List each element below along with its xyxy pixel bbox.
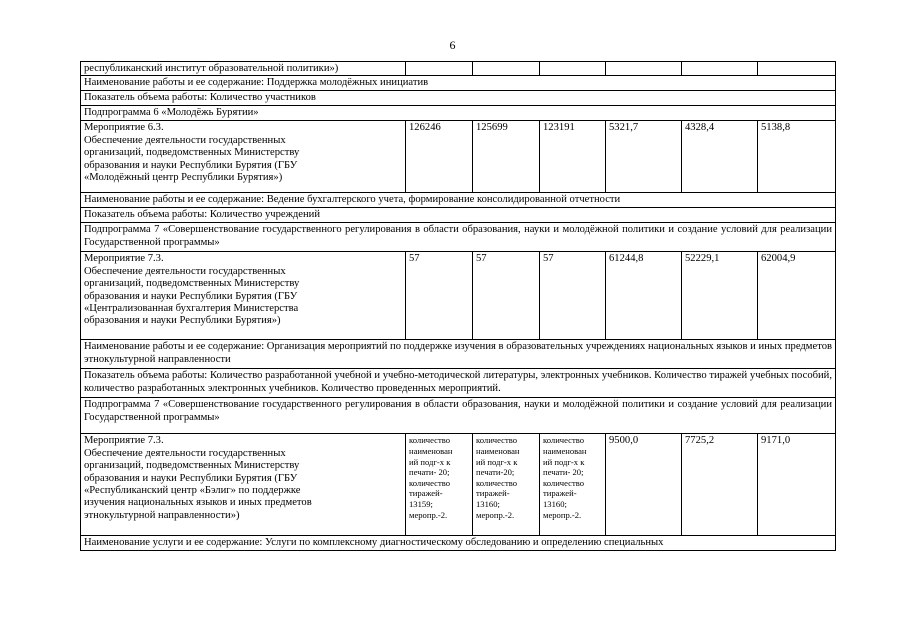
activity-row [81, 434, 836, 536]
volume-indicator-row [81, 91, 836, 106]
volume-indicator: Показатель объема работы: Количество разработанной учебной и учебно-методической литературы, электронных учебников. Количество тиражей учебных пособий, количество разработанных электронных учебников. Количество проведенных мероприятий. [81, 369, 836, 398]
activity-description: Мероприятие 6.3. Обеспечение деятельности государственных организаций, подведомственных Министерству образования и науки Республики Бурятия (ГБУ «Молодёжный центр Республики Бурятия») [81, 121, 406, 193]
value-cell: 61244,8 [606, 252, 682, 340]
value-cell: количество наименован ий подг-х к печати- 20; количество тиражей- 13160; меропр.-2. [540, 434, 606, 536]
activity-row [81, 121, 836, 193]
subprogram-title: Подпрограмма 7 «Совершенствование государственного регулирования в области образования, науки и молодёжной политики и создание условий для реализации Государственной программы» [81, 223, 836, 252]
value-cell: 57 [406, 252, 473, 340]
plan-table [80, 61, 836, 551]
activity-description: республиканский институт образовательной политики») [81, 62, 406, 76]
work-name-row [81, 193, 836, 208]
table-row [81, 62, 836, 76]
volume-indicator: Показатель объема работы: Количество учреждений [81, 208, 836, 223]
value-cell: 9171,0 [758, 434, 836, 536]
work-name-row [81, 340, 836, 369]
value-cell: 52229,1 [682, 252, 758, 340]
activity-description: Мероприятие 7.3. Обеспечение деятельности государственных организаций, подведомственных Министерству образования и науки Республики Бурятия (ГБУ «Республиканский центр «Бэлиг» по поддержке изучения национальных языков и иных предметов этнокультурной направленности») [81, 434, 406, 536]
value-cell: 4328,4 [682, 121, 758, 193]
subprogram-row [81, 223, 836, 252]
value-cell: 123191 [540, 121, 606, 193]
value-cell: 9500,0 [606, 434, 682, 536]
work-name: Наименование работы и ее содержание: Поддержка молодёжных инициатив [81, 76, 836, 91]
value-cell: 126246 [406, 121, 473, 193]
value-cell: 62004,9 [758, 252, 836, 340]
activity-row [81, 252, 836, 340]
value-cell: количество наименован ий подг-х к печати- 20; количество тиражей- 13159; меропр.-2. [406, 434, 473, 536]
value-cell: количество наименован ий подг-х к печати-20; количество тиражей- 13160; меропр.-2. [473, 434, 540, 536]
activity-description: Мероприятие 7.3. Обеспечение деятельности государственных организаций, подведомственных Министерству образования и науки Республики Бурятия (ГБУ «Централизованная бухгалтерия Министерства образования и науки Республики Бурятия») [81, 252, 406, 340]
value-cell: 5321,7 [606, 121, 682, 193]
value-cell: 7725,2 [682, 434, 758, 536]
work-name: Наименование работы и ее содержание: Ведение бухгалтерского учета, формирование консолидированной отчетности [81, 193, 836, 208]
volume-indicator: Показатель объема работы: Количество участников [81, 91, 836, 106]
subprogram-title: Подпрограмма 6 «Молодёжь Бурятии» [81, 106, 836, 121]
value-cell: 57 [473, 252, 540, 340]
work-name: Наименование работы и ее содержание: Организация мероприятий по поддержке изучения в образовательных учреждениях национальных языков и иных предметов этнокультурной направленности [81, 340, 836, 369]
work-name-row [81, 76, 836, 91]
value-cell: 57 [540, 252, 606, 340]
volume-indicator-row [81, 208, 836, 223]
subprogram-row [81, 106, 836, 121]
value-cell: 125699 [473, 121, 540, 193]
subprogram-row [81, 398, 836, 434]
service-name-row [81, 536, 836, 550]
service-name: Наименование услуги и ее содержание: Услуги по комплексному диагностическому обследованию и определению специальных [81, 536, 836, 550]
volume-indicator-row [81, 369, 836, 398]
subprogram-title: Подпрограмма 7 «Совершенствование государственного регулирования в области образования, науки и молодёжной политики и создание условий для реализации Государственной программы» [81, 398, 836, 434]
value-cell: 5138,8 [758, 121, 836, 193]
page-number: 6 [449, 38, 456, 52]
